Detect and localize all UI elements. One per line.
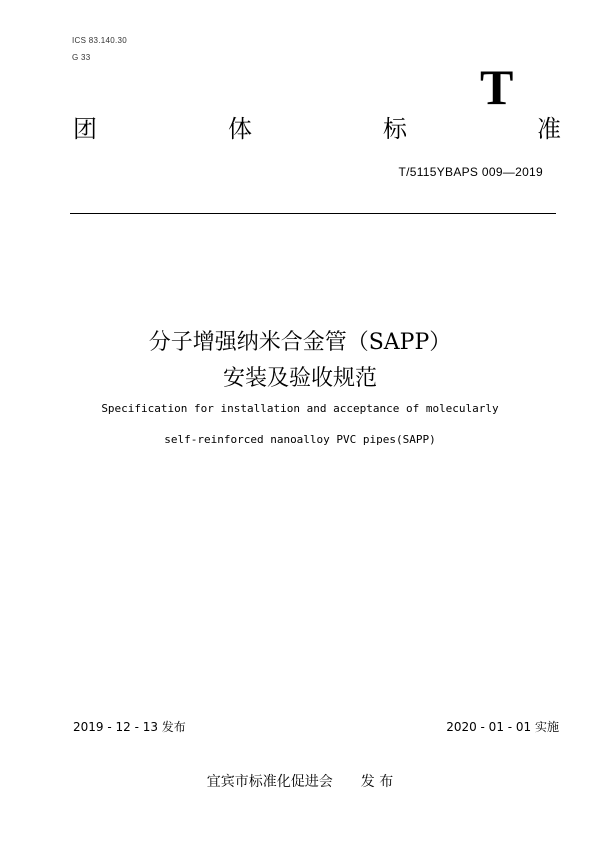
title-en-line-1: Specification for installation and acceptance of molecularly [101, 402, 499, 415]
standard-type-char-2: 体 [228, 115, 252, 143]
title-en-line-2: self-reinforced nanoalloy PVC pipes(SAPP) [164, 433, 436, 446]
issuer-name: 宜宾市标准化促进会 [206, 774, 333, 790]
standard-logo-letter: T [480, 59, 514, 115]
issuer-line [0, 771, 600, 791]
title-cn-line-1: 分子增强纳米合金管（SAPP） [148, 330, 452, 355]
standard-type-char-4: 准 [537, 115, 561, 143]
title-cn-line-2: 安装及验收规范 [222, 366, 377, 391]
issue-date: 2019 - 12 - 13 发布 [73, 720, 186, 734]
standard-type-char-1: 团 [73, 115, 97, 143]
header-divider [70, 213, 556, 214]
issuer-action: 发 布 [360, 774, 394, 790]
standard-type-char-3: 标 [383, 115, 407, 143]
ccs-code: G 33 [72, 53, 91, 62]
ics-code: ICS 83.140.30 [72, 36, 128, 45]
implementation-date: 2020 - 01 - 01 实施 [446, 720, 559, 734]
standard-number: T/5115YBAPS 009—2019 [398, 165, 543, 179]
